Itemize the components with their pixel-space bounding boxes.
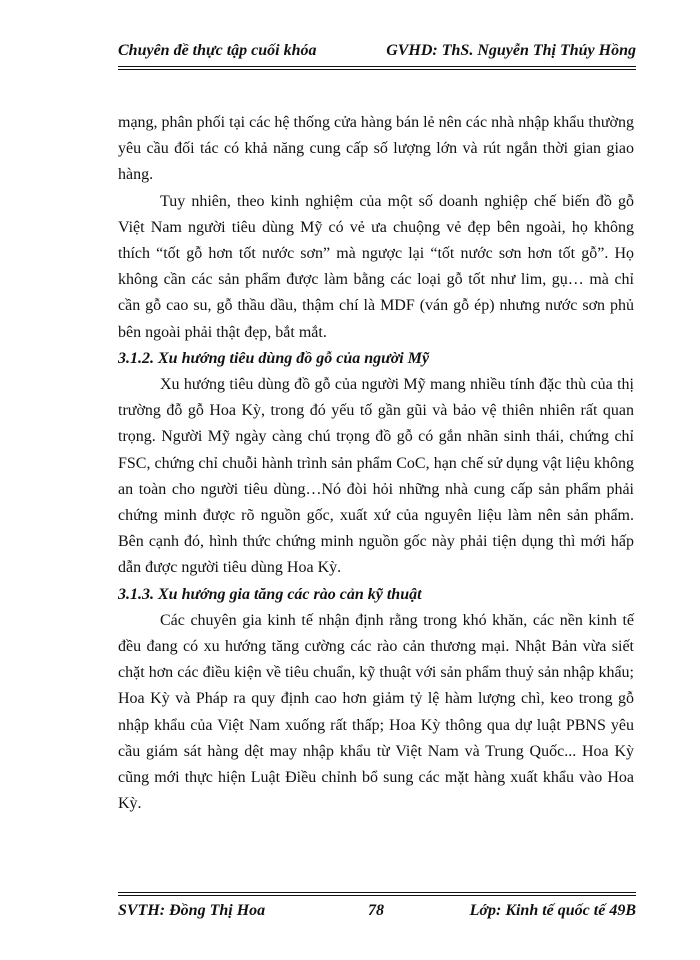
page-header xyxy=(118,40,636,70)
paragraph-technical-barriers: Các chuyên gia kinh tế nhận định rằng trong khó khăn, các nền kinh tế đều đang có xu hướng tăng cường các rào cản thương mại. Nhật Bản vừa siết chặt hơn các điều kiện về tiêu chuẩn, kỹ thuật với sản phẩm thuỷ sản nhập khẩu; Hoa Kỳ và Pháp ra quy định cao hơn giảm tỷ lệ hàm lượng chì, keo trong gỗ nhập khẩu của Việt Nam xuống rất thấp; Hoa Kỳ thông qua dự luật PBNS yêu cầu giám sát hàng dệt may nhập khẩu từ Việt Nam và Trung Quốc... Hoa Kỳ cũng mới thực hiện Luật Điều chỉnh bổ sung các mặt hàng xuất khẩu vào Hoa Kỳ. xyxy=(118,611,634,813)
header-rule-top xyxy=(118,66,636,67)
paragraph-consumption-trend: Xu hướng tiêu dùng đồ gỗ của người Mỹ mang nhiều tính đặc thù của thị trường đỗ gỗ Hoa Kỳ, trong đó yếu tố gần gũi và bảo vệ thiên nhiên rất quan trọng. Người Mỹ ngày càng chú trọng đồ gỗ có gắn nhãn sinh thái, chứng chỉ FSC, chứng chỉ chuỗi hành trình sản phẩm CoC, hạn chế sử dụng vật liệu không an toàn cho người tiêu dùng…Nó đòi hỏi những nhà cung cấp sản phẩm phải chứng minh được rõ nguồn gốc, xuất xứ của nguyên liệu làm nên sản phẩm. Bên cạnh đó, hình thức chứng minh nguồn gốc này phải tiện dụng thì mới hấp dẫn được người tiêu dùng Hoa Kỳ. xyxy=(118,376,634,577)
page-number: 78 xyxy=(368,902,384,919)
footer-rule-top xyxy=(118,892,636,893)
document-body xyxy=(118,110,634,817)
footer-rule-bottom xyxy=(118,895,636,896)
footer-student: SVTH: Đồng Thị Hoa xyxy=(118,902,266,919)
header-rule-bottom xyxy=(118,69,636,70)
header-course-title: Chuyên đề thực tập cuối khóa xyxy=(118,42,317,59)
page-footer xyxy=(118,892,636,922)
section-heading-3-1-2: 3.1.2. Xu hướng tiêu dùng đồ gỗ của người Mỹ xyxy=(118,349,430,367)
section-heading-3-1-3: 3.1.3. Xu hướng gia tăng các rào cản kỹ thuật xyxy=(118,585,422,603)
paragraph-continuation: mạng, phân phối tại các hệ thống cửa hàng bán lẻ nên các nhà nhập khẩu thường yêu cầu đối tác có khả năng cung cấp số lượng lớn và rút ngắn thời gian giao hàng. xyxy=(118,114,634,184)
footer-class: Lớp: Kinh tế quốc tế 49B xyxy=(469,902,636,919)
header-supervisor: GVHD: ThS. Nguyễn Thị Thúy Hồng xyxy=(386,42,636,59)
paragraph-consumer-preference: Tuy nhiên, theo kinh nghiệm của một số doanh nghiệp chế biến đồ gỗ Việt Nam người tiêu dùng Mỹ có vẻ ưa chuộng vẻ đẹp bên ngoài, họ không thích “tốt gỗ hơn tốt nước sơn” mà ngược lại “tốt nước sơn hơn tốt gỗ”. Họ không cần các sản phẩm được làm bằng các loại gỗ tốt như lim, gụ… mà chỉ cần gỗ cao su, gỗ thầu dầu, thậm chí là MDF (ván gỗ ép) nhưng nước sơn phủ bên ngoài phải thật đẹp, bắt mắt. xyxy=(118,192,634,341)
